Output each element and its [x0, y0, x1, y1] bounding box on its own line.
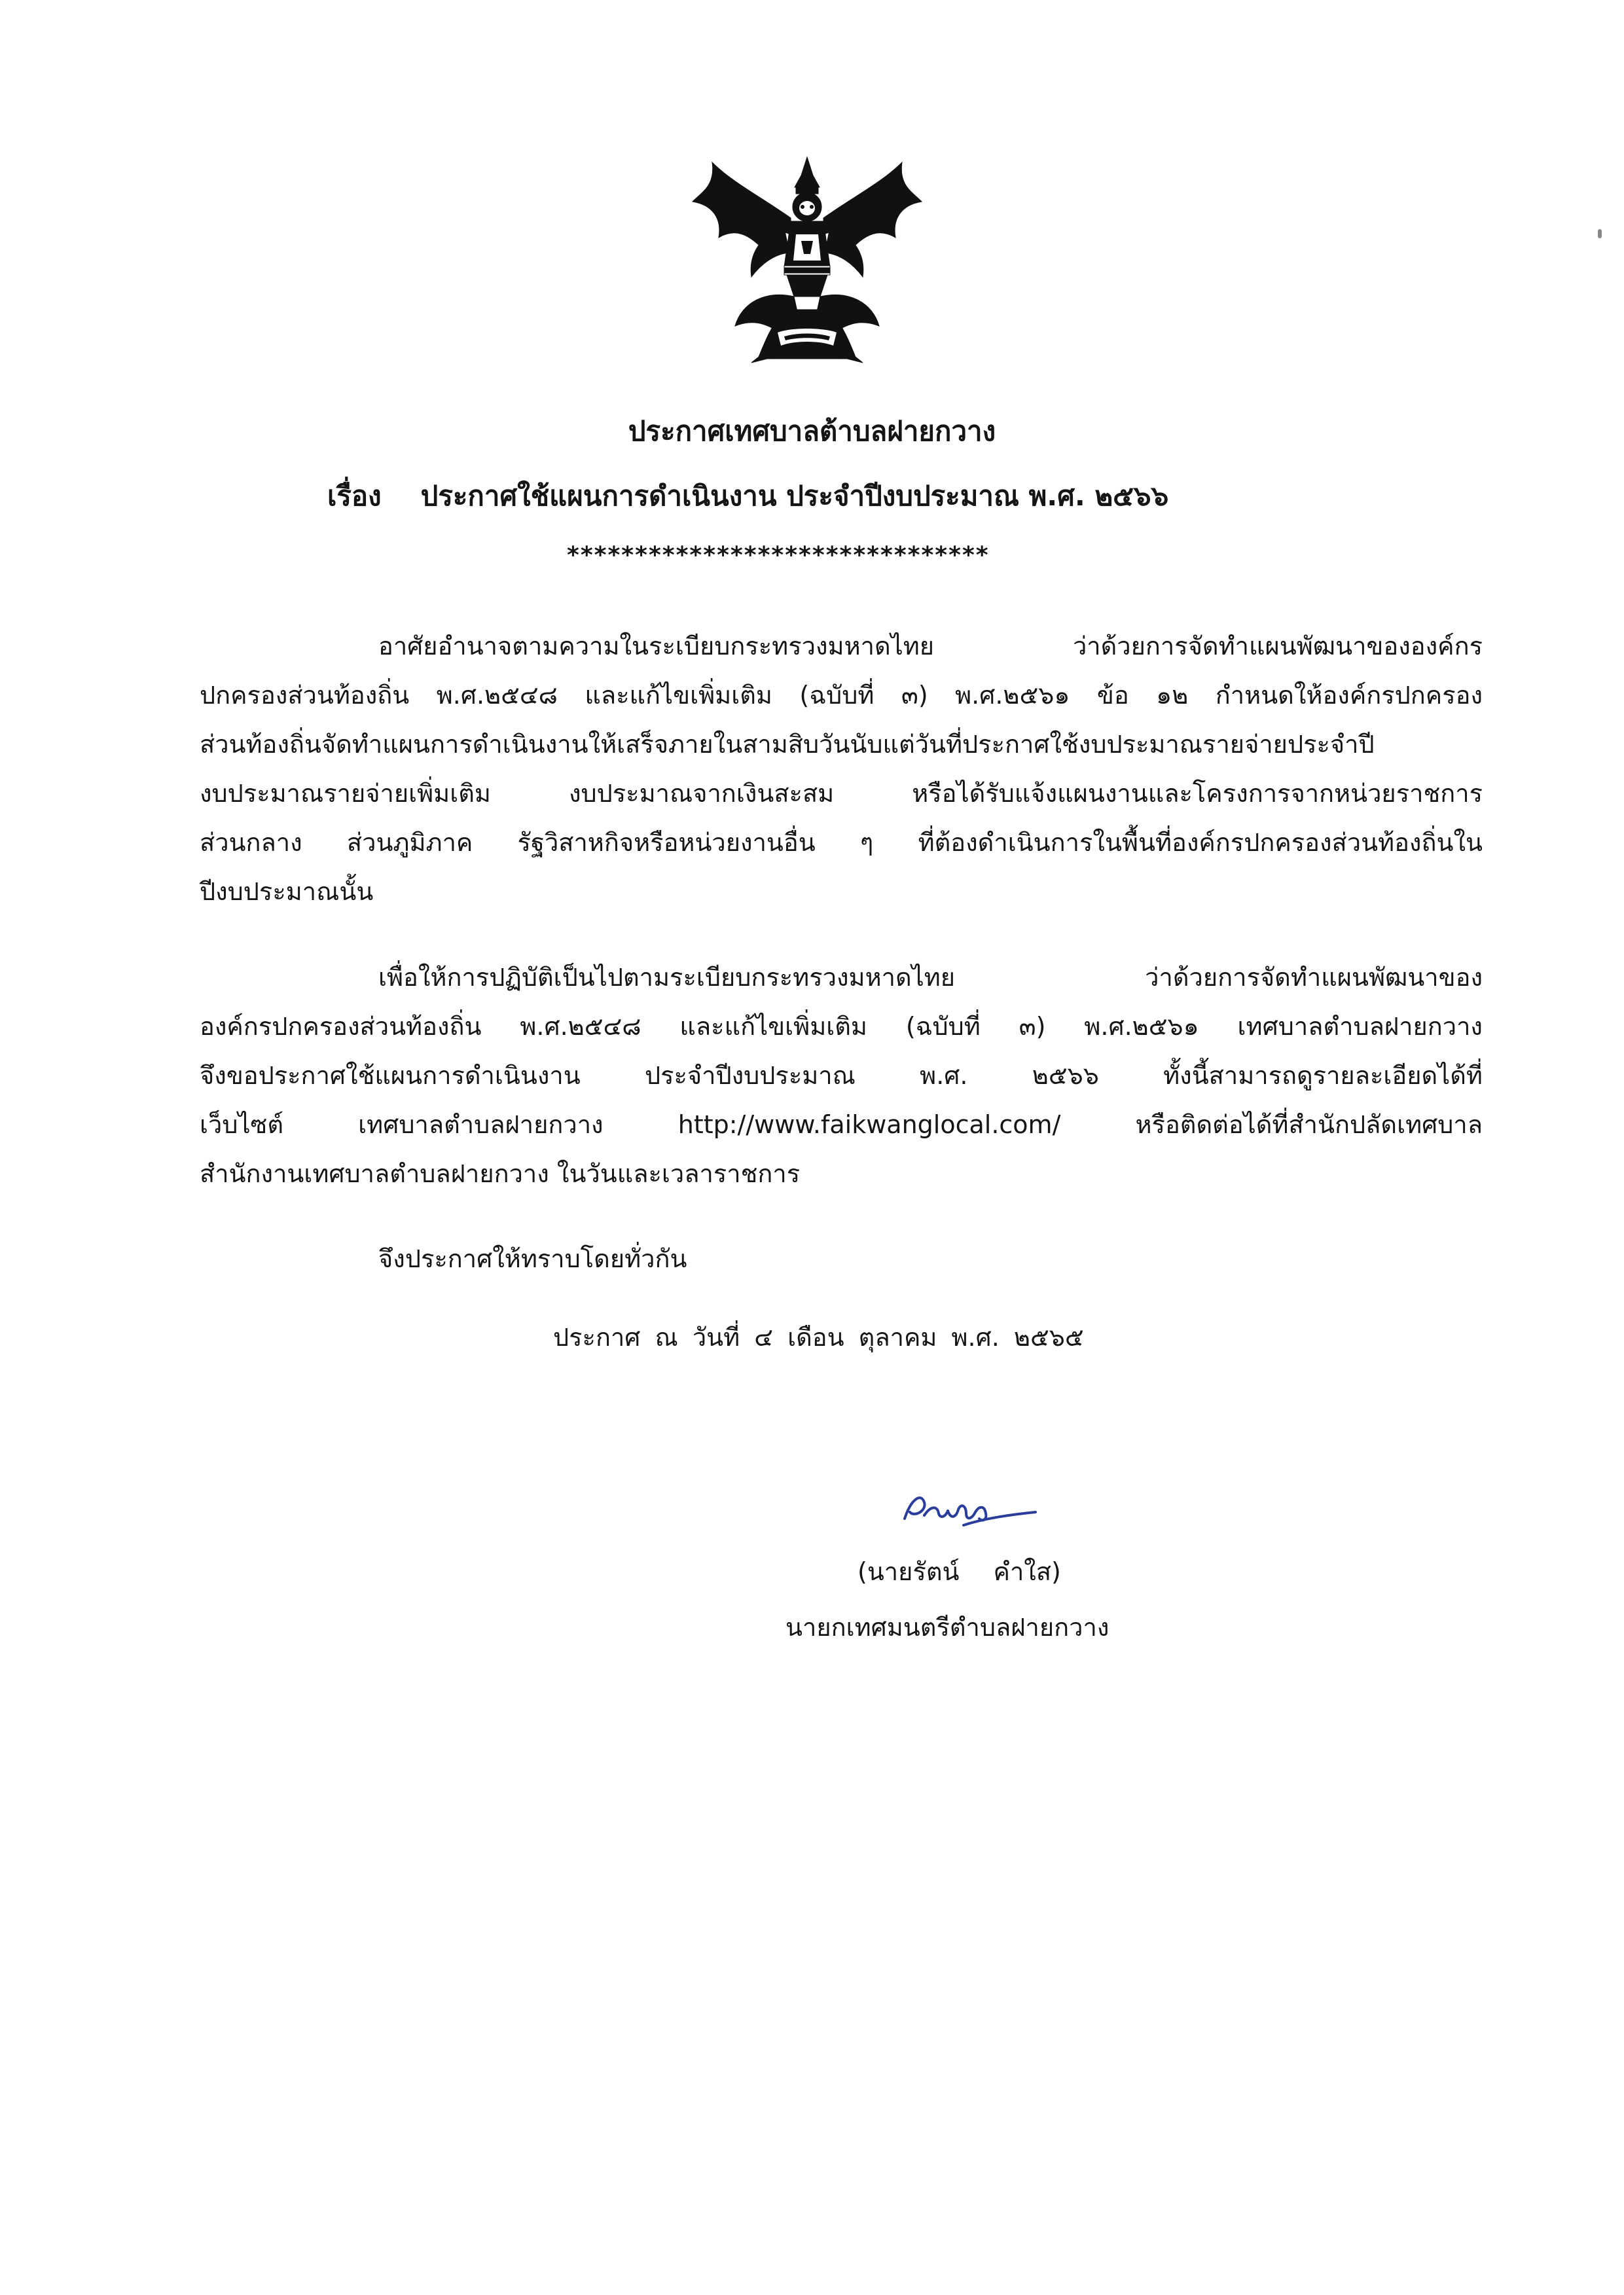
- garuda-emblem-icon: [686, 156, 928, 364]
- handwritten-signature: [898, 1486, 1042, 1532]
- separator-line: *******************************: [567, 542, 990, 569]
- announcement-subject: [327, 475, 1168, 518]
- paragraph-line: เว็บไซต์ เทศบาลตำบลฝายกวาง http://www.faikwanglocal.com/ หรือติดต่อได้ที่สำนักปลัดเทศบาล: [200, 1110, 1483, 1139]
- subject-text: ประกาศใช้แผนการดำเนินงาน ประจำปีงบประมาณ พ.ศ. ๒๕๖๖: [420, 480, 1169, 512]
- paragraph-line: สำนักงานเทศบาลตำบลฝายกวาง ในวันและเวลาราชการ: [200, 1159, 801, 1188]
- signer-position: นายกเทศมนตรีตำบลฝายกวาง: [785, 1613, 1110, 1642]
- paragraph-line: ปีงบประมาณนั้น: [200, 877, 374, 906]
- paragraph-line: องค์กรปกครองส่วนท้องถิ่น พ.ศ.๒๕๔๘ และแก้ไขเพิ่มเติม (ฉบับที่ ๓) พ.ศ.๒๕๖๑ เทศบาลตำบลฝายกวาง: [200, 1012, 1483, 1041]
- announcement-title: ประกาศเทศบาลต้าบลฝายกวาง: [628, 415, 996, 447]
- closing-statement: จึงประกาศให้ทราบโดยทั่วกัน: [378, 1244, 687, 1273]
- subject-label: เรื่อง: [327, 480, 382, 512]
- paragraph-announcement: [200, 953, 1483, 1199]
- signer-name: (นายรัตน์ คำใส): [857, 1557, 1061, 1586]
- paragraph-line: งบประมาณรายจ่ายเพิ่มเติม งบประมาณจากเงินสะสม หรือได้รับแจ้งแผนงานและโครงการจากหน่วยราชการ: [200, 779, 1483, 808]
- announcement-date: ประกาศ ณ วันที่ ๔ เดือน ตุลาคม พ.ศ. ๒๕๖๕: [553, 1323, 1084, 1352]
- scan-mark: [1598, 229, 1602, 238]
- paragraph-line: ปกครองส่วนท้องถิ่น พ.ศ.๒๕๔๘ และแก้ไขเพิ่มเติม (ฉบับที่ ๓) พ.ศ.๒๕๖๑ ข้อ ๑๒ กำหนดให้องค์กรปกครอง: [200, 681, 1483, 710]
- paragraph-line: อาศัยอำนาจตามความในระเบียบกระทรวงมหาดไทย ว่าด้วยการจัดทำแผนพัฒนาขององค์กร: [378, 632, 1483, 660]
- paragraph-authority: [200, 622, 1483, 916]
- paragraph-line: ส่วนกลาง ส่วนภูมิภาค รัฐวิสาหกิจหรือหน่วยงานอื่น ๆ ที่ต้องดำเนินการในพื้นที่องค์กรปกครองส่วนท้องถิ่นใน: [200, 828, 1483, 857]
- paragraph-line: จึงขอประกาศใช้แผนการดำเนินงาน ประจำปีงบประมาณ พ.ศ. ๒๕๖๖ ทั้งนี้สามารถดูรายละเอียดได้ที่: [200, 1061, 1483, 1090]
- paragraph-line: เพื่อให้การปฏิบัติเป็นไปตามระเบียบกระทรวงมหาดไทย ว่าด้วยการจัดทำแผนพัฒนาของ: [378, 963, 1483, 992]
- paragraph-line: ส่วนท้องถิ่นจัดทำแผนการดำเนินงานให้เสร็จภายในสามสิบวันนับแต่วันที่ประกาศใช้งบประมาณรายจ่ายประจำปี: [200, 730, 1375, 759]
